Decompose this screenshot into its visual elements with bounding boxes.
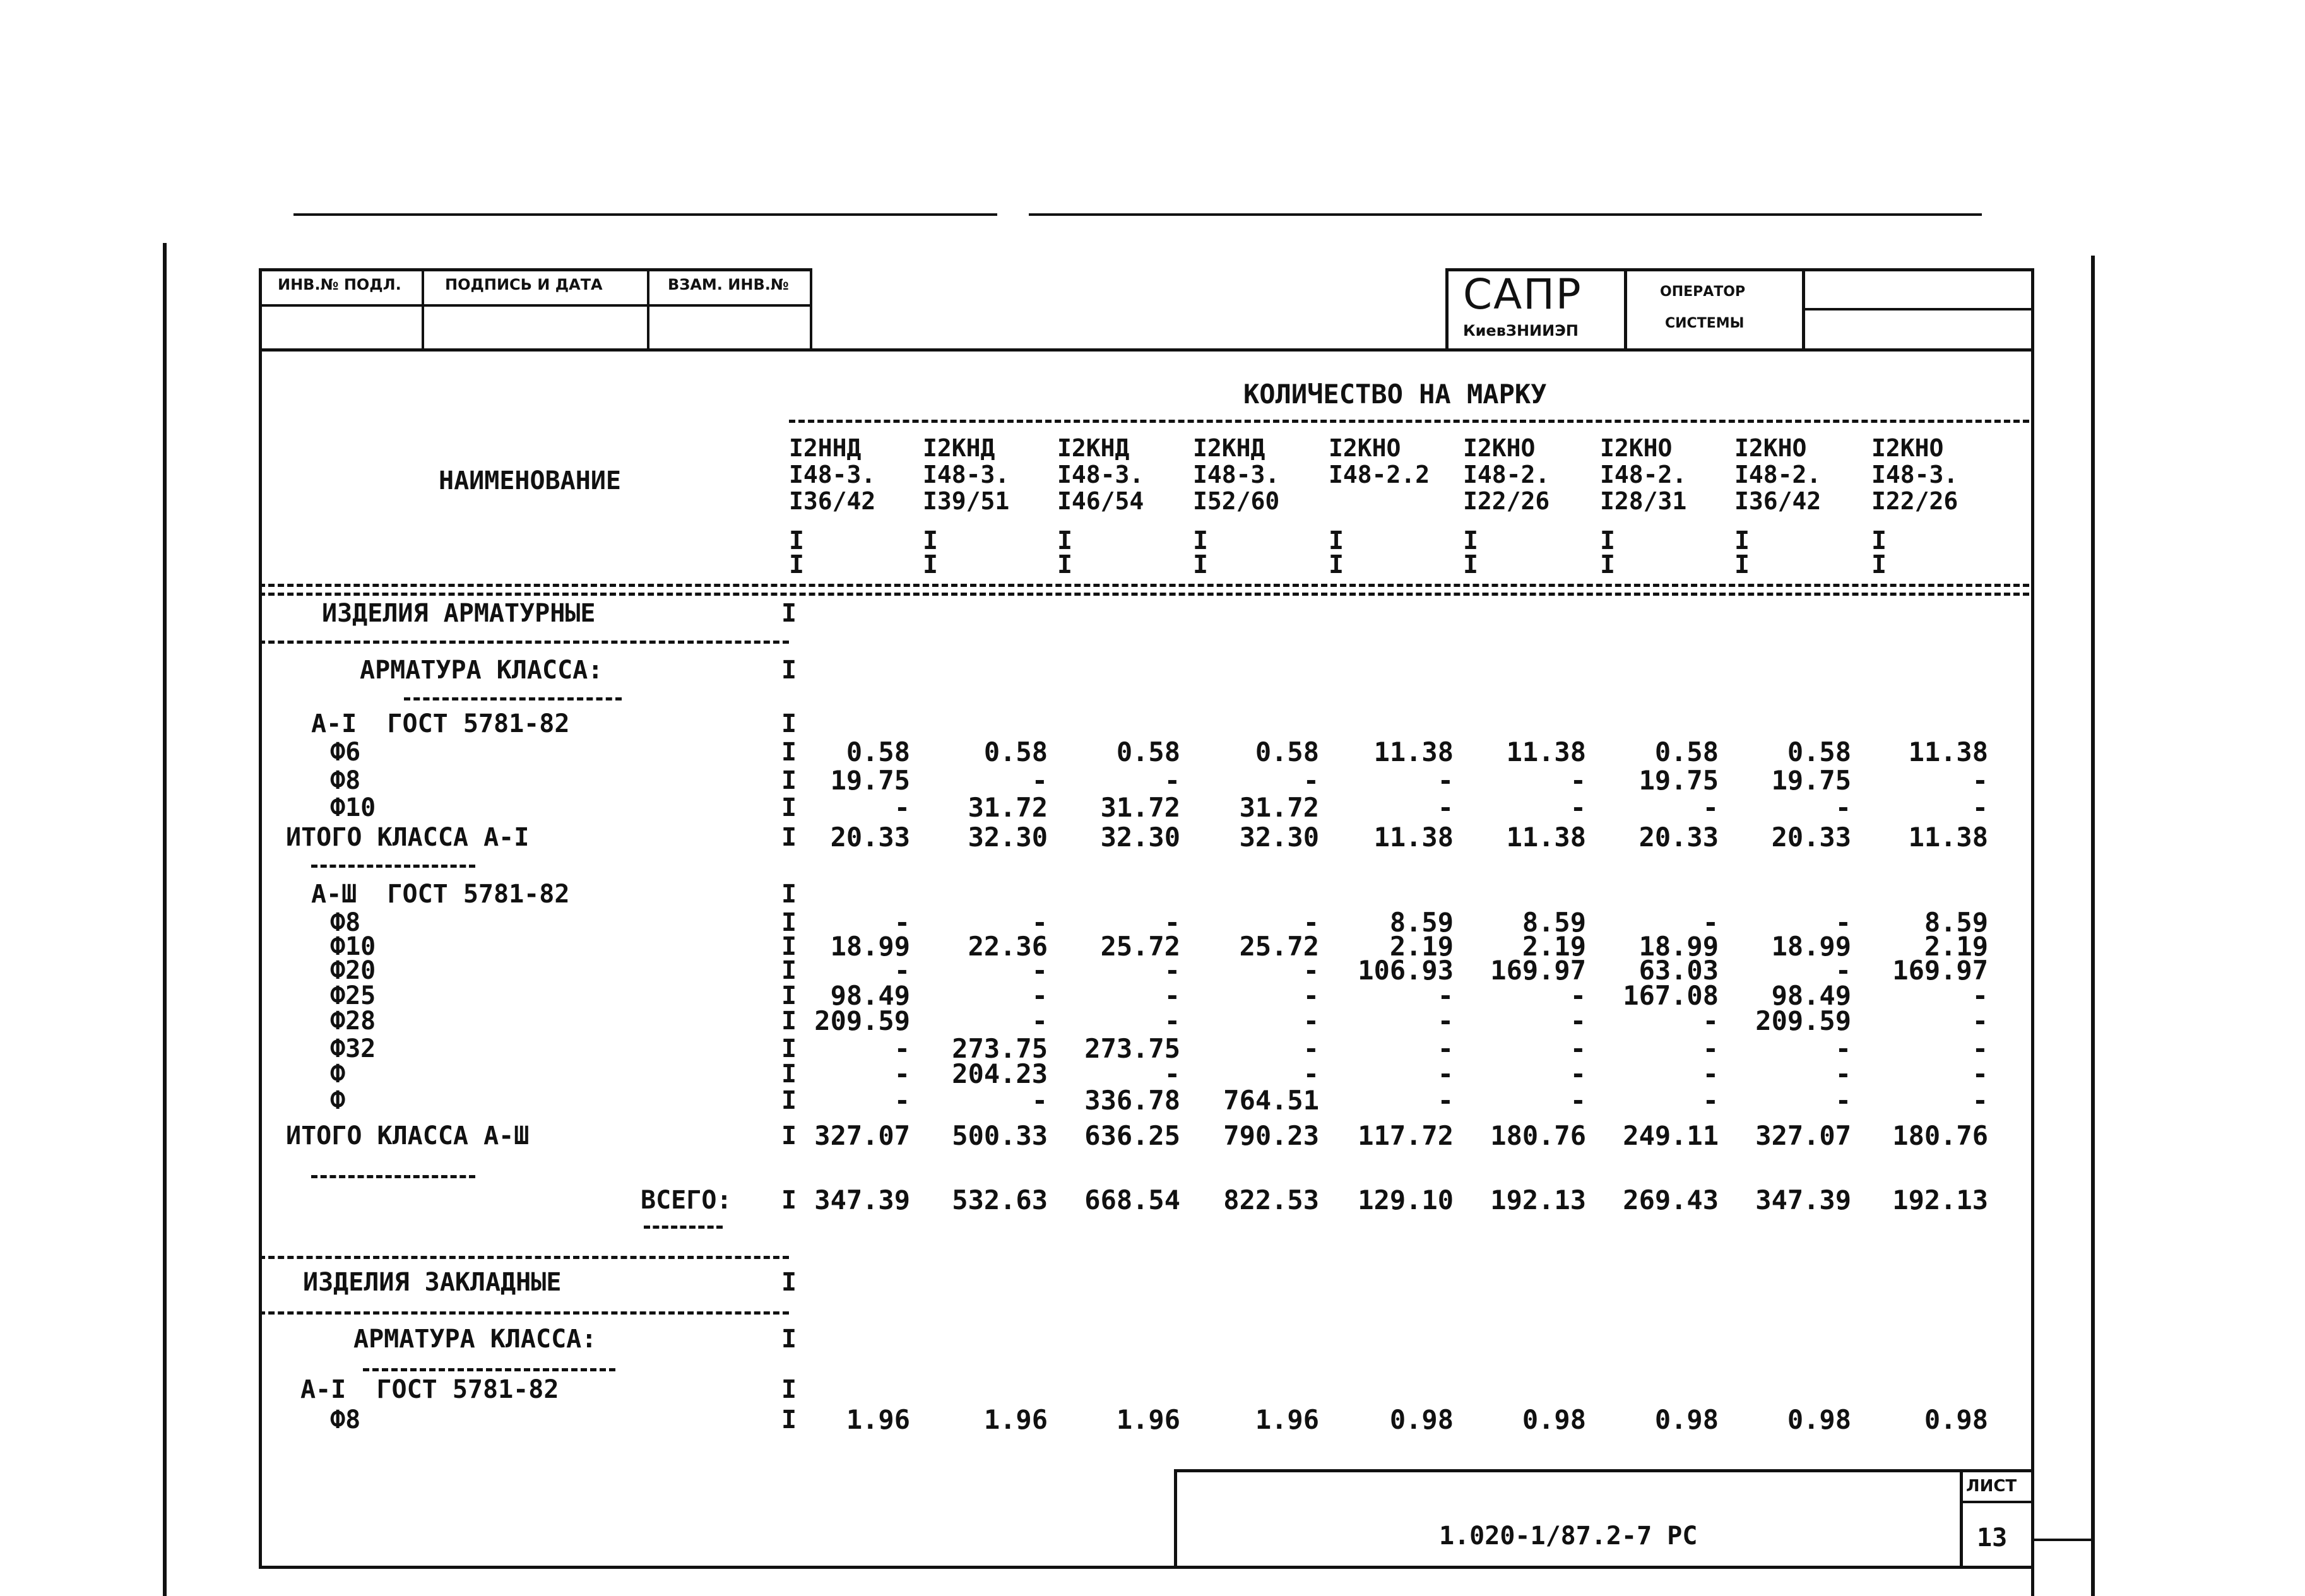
column-header-6-line-3: I22/26 [1463,487,1550,515]
column-header-separator: I [1463,550,1479,579]
table-cell: 169.97 [1490,955,1586,986]
row-separator: I [781,908,797,937]
table-cell: - [1031,1085,1048,1116]
column-header-8-line-3: I36/42 [1734,487,1822,515]
table-cell: - [1303,955,1319,986]
row-label: Ф10 [330,793,376,822]
sheet-number: 13 [1977,1523,2008,1552]
table-cell: 0.98 [1924,1404,1988,1435]
row-label: ВСЕГО: [641,1186,732,1215]
table-cell: - [1031,907,1048,938]
table-cell: 0.98 [1787,1404,1851,1435]
table-cell: 169.97 [1892,955,1988,986]
table-cell: 1.96 [1116,1404,1180,1435]
underline-armatura-2 [363,1368,615,1371]
column-header-separator: I [1057,550,1073,579]
table-cell: - [1702,792,1719,823]
header-double-line-b [259,593,2029,596]
row-label: АРМАТУРА КЛАССА: [353,1325,597,1354]
row-label: ИТОГО КЛАССА А-Ш [286,1121,530,1150]
table-cell: 18.99 [1638,931,1719,962]
table-cell: - [1437,1033,1454,1064]
row-label: ИЗДЕЛИЯ АРМАТУРНЫЕ [322,599,596,628]
column-header-separator: I [1329,550,1344,579]
column-header-5-line-1: I2КНО [1329,434,1401,462]
table-cell: - [1164,765,1180,796]
table-cell: 327.07 [814,1120,910,1151]
table-cell: - [1303,980,1319,1011]
table-cell: 32.30 [1239,822,1319,853]
logo-left [1445,268,1449,350]
table-cell: 269.43 [1623,1185,1719,1215]
table-cell: 19.75 [1638,765,1719,796]
stamp-div1 [422,268,424,350]
frame-left [259,268,262,1568]
column-header-4-line-1: I2КНД [1193,434,1265,462]
table-cell: - [1437,1005,1454,1036]
table-cell: - [1972,1005,1988,1036]
column-header-3-line-1: I2КНД [1057,434,1130,462]
table-cell: - [894,1033,910,1064]
table-cell: - [894,792,910,823]
row-label: Ф8 [330,908,361,937]
column-header-8-line-2: I48-2. [1734,461,1822,488]
column-header-4-line-2: I48-3. [1193,461,1280,488]
footer-bottom [259,1566,2034,1569]
table-cell: 63.03 [1638,955,1719,986]
column-header-7-line-3: I28/31 [1600,487,1687,515]
column-header-1-line-1: I2ННД [789,434,862,462]
table-cell: 532.63 [952,1185,1048,1215]
section-line-1 [259,641,789,644]
right-border [2091,256,2095,1596]
table-cell: - [1437,1085,1454,1116]
section-line-2 [259,1256,789,1259]
column-header-6-line-1: I2КНО [1463,434,1536,462]
table-cell: 0.58 [983,736,1048,767]
logo-mid-right [1802,308,2034,310]
column-header-separator: I [923,550,939,579]
table-cell: 2.19 [1389,931,1454,962]
table-cell: 25.72 [1239,931,1319,962]
column-header-9-line-3: I22/26 [1871,487,1958,515]
row-label: Ф8 [330,1405,361,1434]
table-cell: - [1835,907,1851,938]
table-cell: 129.10 [1358,1185,1454,1215]
row-separator: I [781,1086,797,1115]
row-label: Ф10 [330,932,376,961]
table-cell: 1.96 [983,1404,1048,1435]
table-cell: 764.51 [1223,1085,1319,1116]
table-cell: - [1164,1005,1180,1036]
table-cell: 636.25 [1084,1120,1180,1151]
table-cell: - [1835,1085,1851,1116]
stamp-div3 [810,268,812,350]
stamp-cell-signature-date: ПОДПИСЬ И ДАТА [445,276,603,293]
table-cell: 25.72 [1100,931,1180,962]
table-cell: 19.75 [1771,765,1851,796]
column-header-separator: I [923,526,939,555]
table-cell: 11.38 [1908,736,1988,767]
table-cell: 668.54 [1084,1185,1180,1215]
row-separator: I [781,1034,797,1063]
row-separator: I [781,1405,797,1434]
column-header-8-line-1: I2КНО [1734,434,1807,462]
footer-sheet-div [1960,1469,1963,1568]
row-separator: I [781,1060,797,1089]
row-label: А-Ш ГОСТ 5781-82 [311,880,570,909]
table-cell: 0.58 [1255,736,1319,767]
column-header-separator: I [789,526,805,555]
table-cell: - [1570,792,1586,823]
table-cell: 180.76 [1490,1120,1586,1151]
frame-header-line [259,348,2034,352]
row-label: Ф28 [330,1007,376,1036]
row-separator: I [781,656,797,685]
table-cell: - [1972,980,1988,1011]
column-header-separator: I [789,550,805,579]
sapr-logo: САПР [1463,270,1582,319]
row-label: Ф32 [330,1034,376,1063]
column-header-7-line-2: I48-2. [1600,461,1687,488]
row-label: Ф8 [330,766,361,795]
operator-line2: СИСТЕМЫ [1665,316,1745,331]
stamp-cell-vzam-inv: ВЗАМ. ИНВ.№ [668,276,789,293]
table-cell: 0.58 [846,736,910,767]
table-cell: 167.08 [1623,980,1719,1011]
table-cell: - [1303,1005,1319,1036]
table-cell: 18.99 [1771,931,1851,962]
table-cell: - [1702,1005,1719,1036]
table-cell: - [1972,765,1988,796]
column-header-2-line-2: I48-3. [923,461,1010,488]
column-header-7-line-1: I2КНО [1600,434,1673,462]
table-cell: 32.30 [1100,822,1180,853]
table-cell: - [1570,1058,1586,1089]
row-separator: I [781,932,797,961]
table-cell: - [1164,955,1180,986]
table-cell: - [1972,792,1988,823]
footer-right-tick [2031,1539,2094,1541]
row-label: Ф [330,1060,346,1089]
table-cell: 11.38 [1373,822,1454,853]
table-cell: - [894,1058,910,1089]
table-cell: 98.49 [1771,980,1851,1011]
row-separator: I [781,1268,797,1297]
column-header-separator: I [1057,526,1073,555]
underline-itogo-a1 [311,865,475,868]
column-header-3-line-2: I48-3. [1057,461,1144,488]
table-cell: - [1437,1058,1454,1089]
sapr-logo-sub: КиевЗНИИЭП [1463,322,1579,340]
table-cell: 249.11 [1623,1120,1719,1151]
table-cell: - [1303,1058,1319,1089]
column-header-1-line-3: I36/42 [789,487,876,515]
column-header-separator: I [1193,526,1209,555]
column-header-5-line-2: I48-2.2 [1329,461,1430,488]
row-separator: I [781,599,797,628]
table-cell: 0.58 [1116,736,1180,767]
table-cell: 106.93 [1358,955,1454,986]
table-cell: 327.07 [1755,1120,1851,1151]
row-separator: I [781,793,797,822]
table-cell: 8.59 [1924,907,1988,938]
footer-left [1174,1469,1177,1568]
column-header-separator: I [1734,526,1750,555]
table-cell: 2.19 [1924,931,1988,962]
table-cell: - [1437,980,1454,1011]
table-cell: - [1164,1058,1180,1089]
table-cell: 336.78 [1084,1085,1180,1116]
column-header-separator: I [1734,550,1750,579]
row-separator: I [781,766,797,795]
logo-div2 [1802,268,1805,350]
table-cell: 31.72 [968,792,1048,823]
row-separator: I [781,1121,797,1150]
table-cell: 192.13 [1892,1185,1988,1215]
column-header-separator: I [1871,526,1887,555]
stamp-div2 [647,268,649,350]
table-cell: - [1570,980,1586,1011]
table-cell: - [1031,765,1048,796]
table-cell: - [1835,1033,1851,1064]
top-rule-right [1029,213,1982,216]
column-header-separator: I [1600,526,1616,555]
table-cell: 32.30 [968,822,1048,853]
table-cell: 790.23 [1223,1120,1319,1151]
column-header-3-line-3: I46/54 [1057,487,1144,515]
table-cell: - [1570,1033,1586,1064]
column-header-9-line-1: I2КНО [1871,434,1944,462]
table-cell: 192.13 [1490,1185,1586,1215]
operator-line1: ОПЕРАТОР [1660,284,1746,300]
table-cell: 98.49 [830,980,910,1011]
table-cell: - [1972,1033,1988,1064]
footer-top [1174,1469,2034,1472]
table-cell: - [1702,1058,1719,1089]
row-label: А-I ГОСТ 5781-82 [300,1375,559,1404]
column-header-separator: I [1193,550,1209,579]
section-line-3 [259,1311,789,1315]
column-header-separator: I [1463,526,1479,555]
table-cell: - [1835,1058,1851,1089]
row-separator: I [781,1375,797,1404]
row-label: ИЗДЕЛИЯ ЗАКЛАДНЫЕ [303,1268,562,1297]
table-cell: 180.76 [1892,1120,1988,1151]
table-cell: - [894,955,910,986]
row-label: АРМАТУРА КЛАССА: [360,656,603,685]
table-cell: - [1164,907,1180,938]
row-label: А-I ГОСТ 5781-82 [311,709,570,738]
table-cell: - [1570,1005,1586,1036]
table-cell: 20.33 [1638,822,1719,853]
table-cell: - [1972,1058,1988,1089]
name-column-header: НАИМЕНОВАНИЕ [439,466,621,495]
table-cell: 204.23 [952,1058,1048,1089]
table-cell: - [894,1085,910,1116]
underline-vsego [644,1226,723,1229]
table-cell: 11.38 [1908,822,1988,853]
logo-div1 [1624,268,1627,350]
table-cell: - [1835,792,1851,823]
table-cell: - [1303,1033,1319,1064]
table-cell: 20.33 [1771,822,1851,853]
table-cell: 0.98 [1654,1404,1719,1435]
table-cell: - [1972,1085,1988,1116]
table-cell: 0.58 [1787,736,1851,767]
row-separator: I [781,981,797,1010]
stamp-top [259,268,811,271]
table-cell: 2.19 [1522,931,1586,962]
table-cell: - [1702,907,1719,938]
table-cell: 22.36 [968,931,1048,962]
column-header-separator: I [1600,550,1616,579]
column-header-separator: I [1871,550,1887,579]
header-double-line-a [259,584,2029,587]
table-cell: 11.38 [1506,736,1586,767]
table-cell: - [1437,765,1454,796]
column-header-4-line-3: I52/60 [1193,487,1280,515]
left-border [163,243,167,1596]
underline-itogo-a3 [311,1175,475,1178]
row-separator: I [781,956,797,985]
column-header-9-line-2: I48-3. [1871,461,1958,488]
row-separator: I [781,880,797,909]
row-label: Ф20 [330,956,376,985]
table-cell: - [1031,980,1048,1011]
sheet-label: ЛИСТ [1966,1477,2017,1496]
table-cell: 1.96 [846,1404,910,1435]
table-cell: - [1031,955,1048,986]
table-cell: 18.99 [830,931,910,962]
table-cell: - [894,907,910,938]
table-cell: 0.98 [1389,1404,1454,1435]
table-cell: 20.33 [830,822,910,853]
row-label: Ф25 [330,981,376,1010]
row-separator: I [781,1007,797,1036]
table-cell: - [1303,765,1319,796]
row-label: Ф6 [330,738,361,767]
table-cell: 822.53 [1223,1185,1319,1215]
table-cell: - [1702,1085,1719,1116]
table-cell: 347.39 [814,1185,910,1215]
qty-header: КОЛИЧЕСТВО НА МАРКУ [1243,379,1547,410]
column-header-6-line-2: I48-2. [1463,461,1550,488]
table-cell: - [1164,980,1180,1011]
table-cell: 19.75 [830,765,910,796]
table-cell: - [1570,1085,1586,1116]
underline-armatura-1 [404,697,622,700]
table-cell: - [1835,955,1851,986]
column-header-1-line-2: I48-3. [789,461,876,488]
stamp-mid [259,304,811,307]
table-cell: 117.72 [1358,1120,1454,1151]
table-cell: 11.38 [1373,736,1454,767]
table-cell: 31.72 [1239,792,1319,823]
frame-right [2031,268,2034,1596]
stamp-cell-inv-podl: ИНВ.№ ПОДЛ. [278,276,401,293]
table-cell: 1.96 [1255,1404,1319,1435]
column-header-2-line-3: I39/51 [923,487,1010,515]
row-label: ИТОГО КЛАССА А-I [286,823,530,852]
row-separator: I [781,823,797,852]
table-cell: 8.59 [1389,907,1454,938]
table-cell: 273.75 [952,1033,1048,1064]
table-cell: 0.98 [1522,1404,1586,1435]
table-cell: - [1437,792,1454,823]
row-label: Ф [330,1086,346,1115]
table-cell: 209.59 [814,1005,910,1036]
table-cell: - [1570,765,1586,796]
table-cell: 500.33 [952,1120,1048,1151]
row-separator: I [781,1325,797,1354]
table-cell: 273.75 [1084,1033,1180,1064]
top-rule-left [293,213,997,216]
table-cell: 209.59 [1755,1005,1851,1036]
table-cell: 347.39 [1755,1185,1851,1215]
row-separator: I [781,709,797,738]
table-cell: 8.59 [1522,907,1586,938]
footer-sheet-mid [1960,1501,2034,1503]
header-dashed-line [789,420,2029,423]
table-cell: - [1702,1033,1719,1064]
document-code: 1.020-1/87.2-7 РС [1439,1522,1698,1551]
table-cell: - [1303,907,1319,938]
table-cell: - [1031,1005,1048,1036]
column-header-2-line-1: I2КНД [923,434,995,462]
table-cell: 11.38 [1506,822,1586,853]
row-separator: I [781,1186,797,1215]
table-cell: 31.72 [1100,792,1180,823]
column-header-separator: I [1329,526,1344,555]
table-cell: 0.58 [1654,736,1719,767]
row-separator: I [781,738,797,767]
